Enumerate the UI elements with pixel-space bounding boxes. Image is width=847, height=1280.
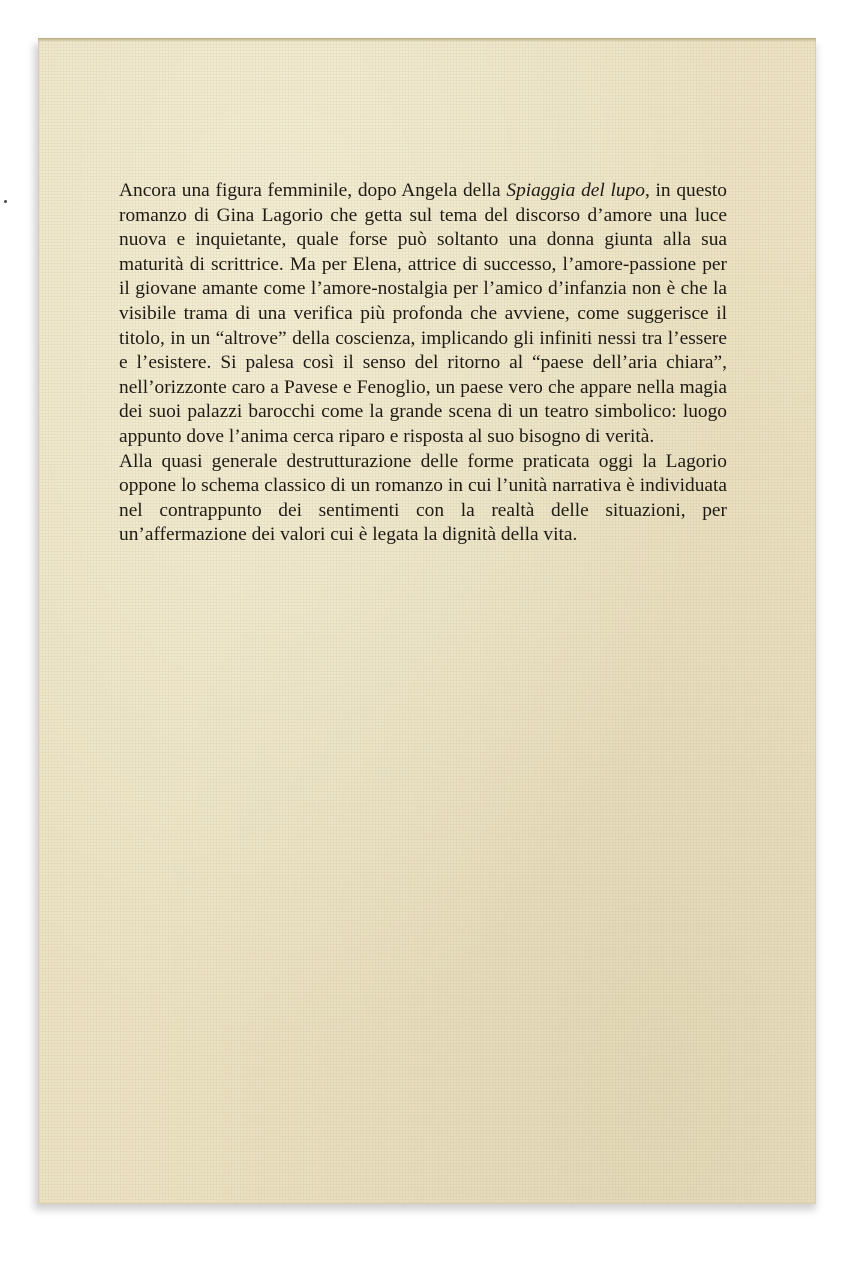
blurb-paragraph-2: Alla quasi generale destrutturazione delle forme praticata oggi la Lagorio oppone lo schema classico di un romanzo in cui l’unità narrativa è individuata nel contrappunto dei sentimenti con la realtà delle situazioni, per un’affermazione dei valori cui è legata la dignità della vita. [119,450,727,546]
blurb-text [119,179,727,548]
novel-title-italic: Spiaggia del lupo [506,180,645,201]
cover-top-edge [38,38,816,42]
blurb-paragraph-1-start: Ancora una figura femminile, dopo Angela della [119,180,507,201]
background-speck [4,200,7,203]
blurb-paragraph-1-rest: , in questo romanzo di Gina Lagorio che getta sul tema del discorso d’amore una luce nuova e inquietante, quale forse può soltanto una donna giunta alla sua maturità di scrittrice. Ma per Elena, attrice di successo, l’amore-passione per il giovane amante come l’amore-nostalgia per l’amico d’infanzia non è che la visibile trama di una verifica più profonda che avviene, come suggerisce il titolo, in un “altrove” della coscienza, implicando gli infiniti nessi tra l’essere e l’esistere. Si palesa così il senso del ritorno al “paese dell’aria chiara”, nell’orizzonte caro a Pavese e Fenoglio, un paese vero che appare nella magia dei suoi palazzi barocchi come la grande scena di un teatro simbolico: luogo appunto dove l’anima cerca riparo e risposta al suo bisogno di verità. [119,180,727,447]
blurb-paragraph-1 [119,179,727,450]
